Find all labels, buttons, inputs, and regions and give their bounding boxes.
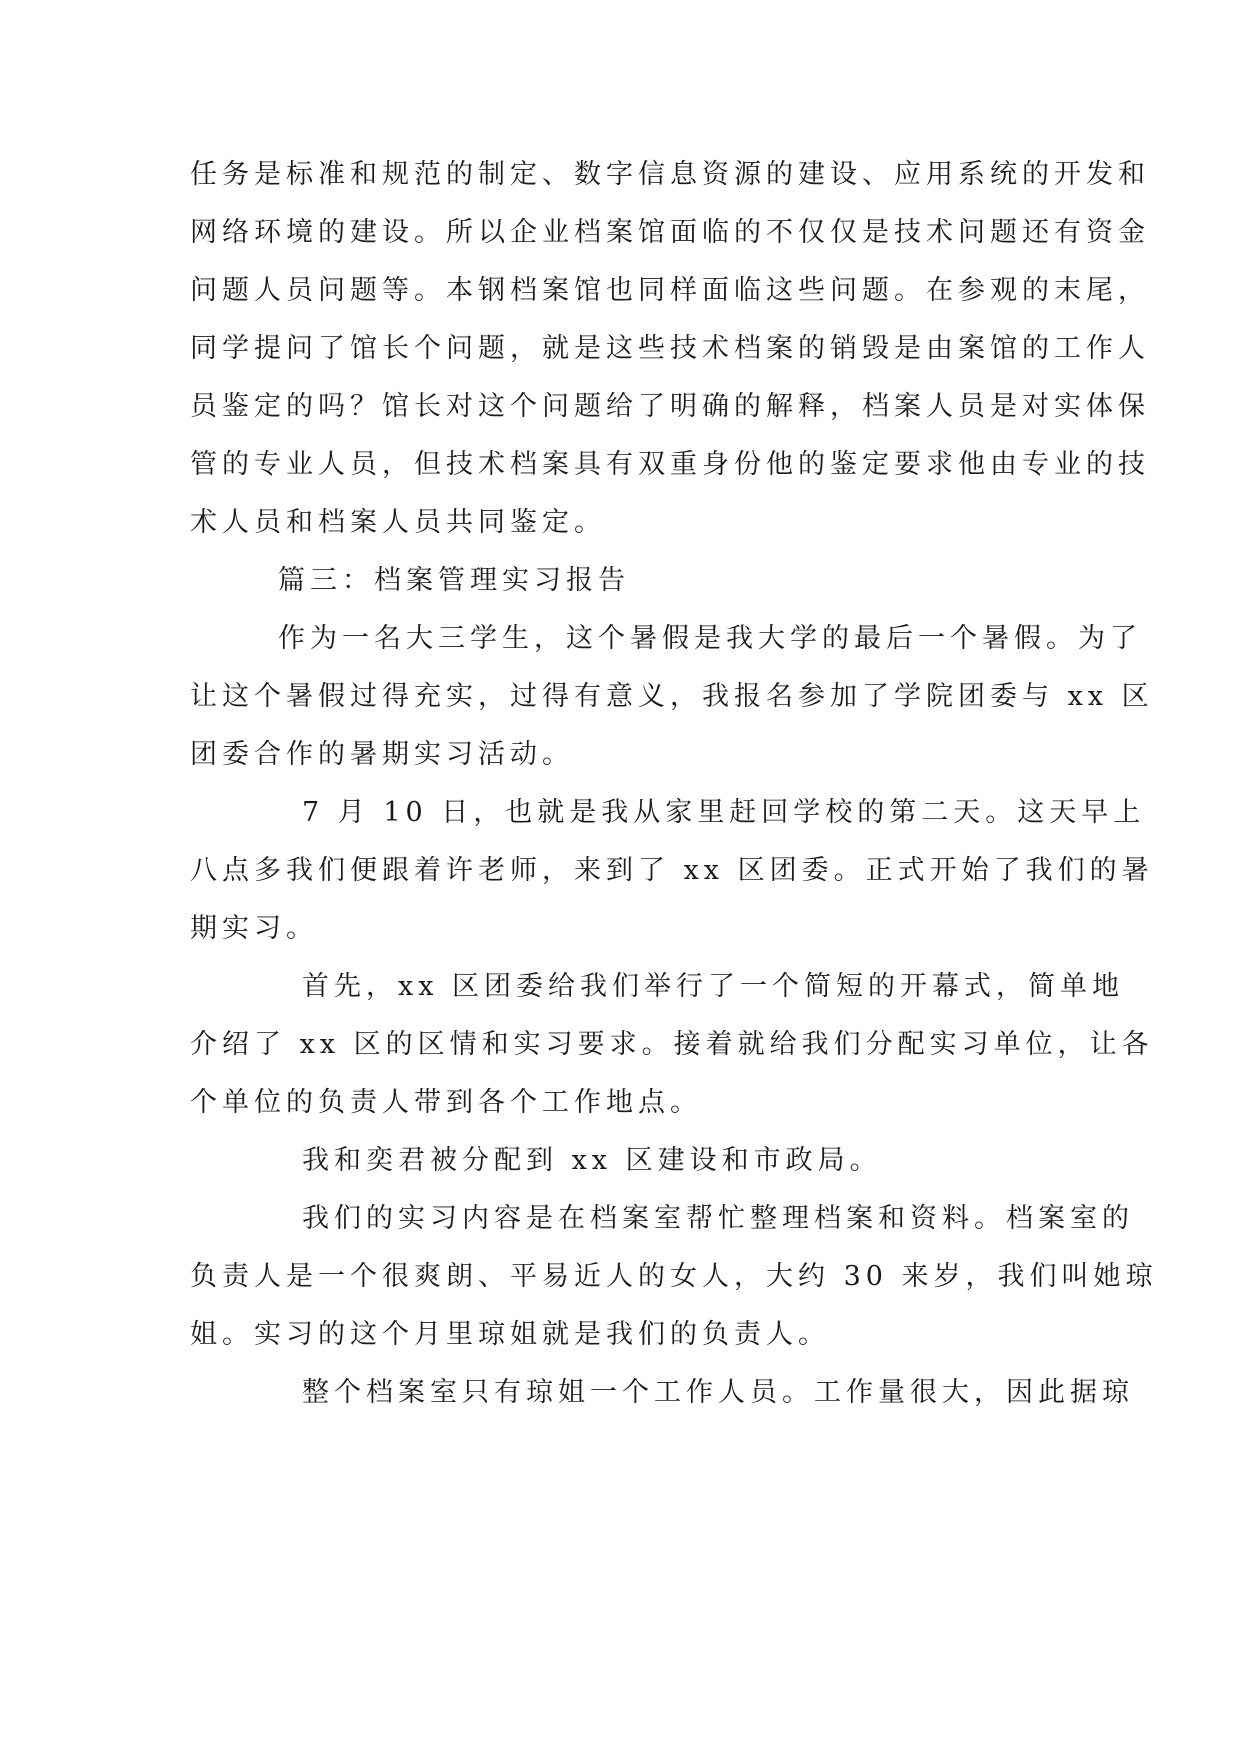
- section-heading: 篇三：档案管理实习报告: [278, 565, 630, 596]
- text-line: 整个档案室只有琼姐一个工作人员。工作量很大，因此据琼: [302, 1377, 1134, 1408]
- text-line: 管的专业人员，但技术档案具有双重身份他的鉴定要求他由专业的技: [190, 449, 1150, 480]
- text-line: 期实习。: [190, 913, 318, 944]
- text-line: 姐。实习的这个月里琼姐就是我们的负责人。: [190, 1319, 830, 1350]
- text-line: 八点多我们便跟着许老师，来到了 xx 区团委。正式开始了我们的暑: [190, 855, 1154, 886]
- text-line: 我们的实习内容是在档案室帮忙整理档案和资料。档案室的: [302, 1203, 1134, 1234]
- text-line: 介绍了 xx 区的区情和实习要求。接着就给我们分配实习单位，让各: [190, 1029, 1154, 1060]
- text-line: 让这个暑假过得充实，过得有意义，我报名参加了学院团委与 xx 区: [190, 681, 1154, 712]
- text-line: 任务是标准和规范的制定、数字信息资源的建设、应用系统的开发和: [190, 159, 1150, 190]
- text-line: 作为一名大三学生，这个暑假是我大学的最后一个暑假。为了: [278, 623, 1142, 654]
- text-line: 同学提问了馆长个问题，就是这些技术档案的销毁是由案馆的工作人: [190, 333, 1150, 364]
- text-line: 个单位的负责人带到各个工作地点。: [190, 1087, 702, 1118]
- text-line: 问题人员问题等。本钢档案馆也同样面临这些问题。在参观的末尾，: [190, 275, 1150, 306]
- text-line: 术人员和档案人员共同鉴定。: [190, 507, 606, 538]
- text-line: 网络环境的建设。所以企业档案馆面临的不仅仅是技术问题还有资金: [190, 217, 1150, 248]
- text-line: 我和奕君被分配到 xx 区建设和市政局。: [302, 1145, 882, 1176]
- text-line: 负责人是一个很爽朗、平易近人的女人，大约 30 来岁，我们叫她琼: [190, 1261, 1158, 1292]
- text-line: 团委合作的暑期实习活动。: [190, 739, 574, 770]
- text-line: 首先，xx 区团委给我们举行了一个简短的开幕式，简单地: [302, 971, 1125, 1002]
- text-line: 7 月 10 日，也就是我从家里赶回学校的第二天。这天早上: [302, 797, 1146, 828]
- text-line: 员鉴定的吗？馆长对这个问题给了明确的解释，档案人员是对实体保: [190, 391, 1150, 422]
